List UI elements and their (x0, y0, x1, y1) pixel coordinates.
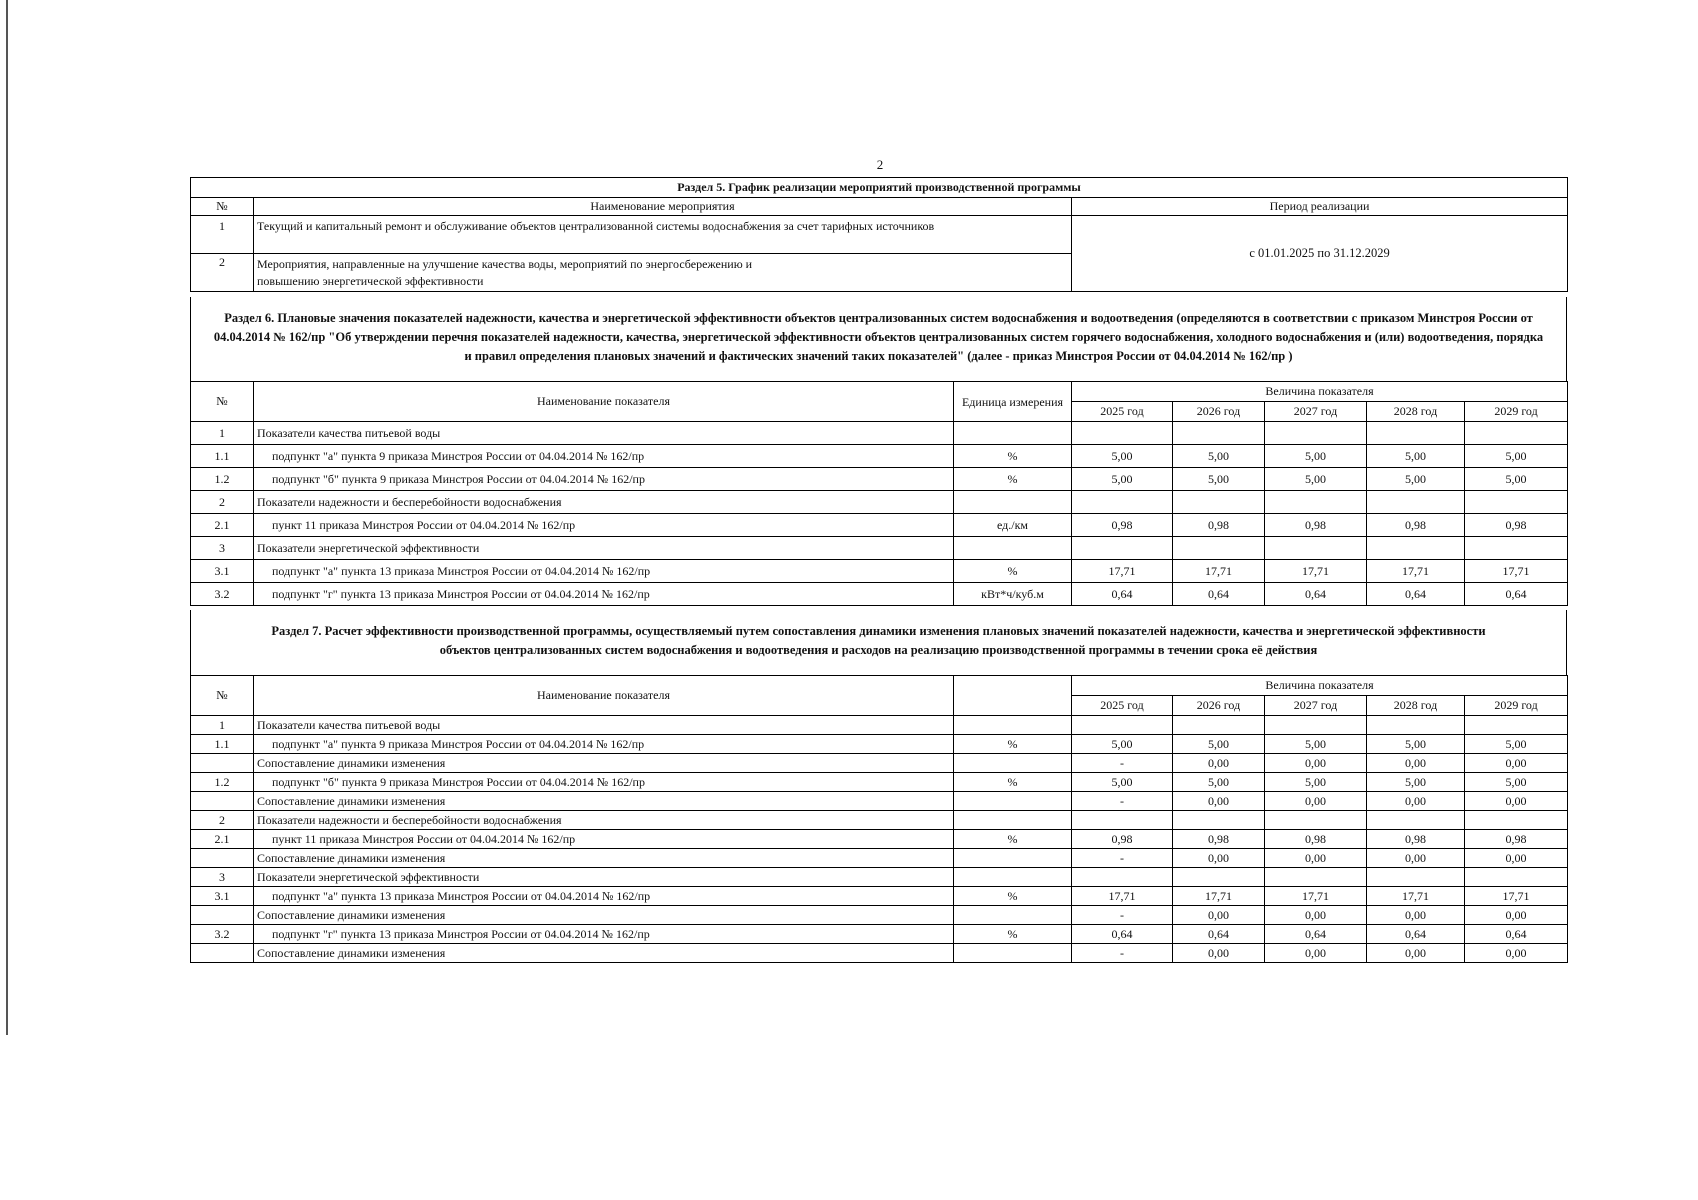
section7-col-name: Наименование показателя (254, 676, 954, 716)
row-value: 5,00 (1367, 773, 1465, 792)
row-name: подпункт "б" пункта 9 приказа Минстроя России от 04.04.2014 № 162/пр (254, 468, 954, 491)
row-value: 0,00 (1465, 906, 1568, 925)
section5-title: Раздел 5. График реализации мероприятий производственной программы (191, 178, 1568, 198)
row-name: Показатели качества питьевой воды (254, 716, 954, 735)
table-row (191, 925, 1568, 944)
row-value: 5,00 (1173, 773, 1265, 792)
section6-col-name: Наименование показателя (254, 382, 954, 422)
row-value: 0,64 (1173, 583, 1265, 606)
row-value (1367, 811, 1465, 830)
row-name: подпункт "а" пункта 13 приказа Минстроя России от 04.04.2014 № 162/пр (254, 560, 954, 583)
row-unit: % (954, 468, 1072, 491)
row-value: - (1072, 754, 1173, 773)
row-number: 2.1 (191, 830, 254, 849)
row-value: 0,98 (1173, 514, 1265, 537)
row-unit (954, 491, 1072, 514)
row-value: 5,00 (1465, 468, 1568, 491)
table-row (191, 811, 1568, 830)
row-value: - (1072, 849, 1173, 868)
row-number: 3.1 (191, 887, 254, 906)
row-name: Показатели энергетической эффективности (254, 868, 954, 887)
section6-col-no: № (191, 382, 254, 422)
row-value: 0,00 (1265, 906, 1367, 925)
row-unit: % (954, 925, 1072, 944)
row-name: подпункт "г" пункта 13 приказа Минстроя России от 04.04.2014 № 162/пр (254, 583, 954, 606)
row-value (1265, 537, 1367, 560)
row-name: Сопоставление динамики изменения (254, 754, 954, 773)
row-value: 5,00 (1367, 445, 1465, 468)
table-row (191, 491, 1568, 514)
row-value: 0,00 (1173, 906, 1265, 925)
row-value: 17,71 (1465, 887, 1568, 906)
row-value: 0,98 (1465, 830, 1568, 849)
section6-year-header: 2029 год (1465, 402, 1568, 422)
row-name: подпункт "б" пункта 9 приказа Минстроя России от 04.04.2014 № 162/пр (254, 773, 954, 792)
row-value: 5,00 (1367, 468, 1465, 491)
row-value: 0,00 (1265, 754, 1367, 773)
table-row (191, 792, 1568, 811)
table-row (191, 468, 1568, 491)
row-name: подпункт "г" пункта 13 приказа Минстроя России от 04.04.2014 № 162/пр (254, 925, 954, 944)
row-name: Сопоставление динамики изменения (254, 944, 954, 963)
row-value: 0,64 (1072, 583, 1173, 606)
row-number: 3 (191, 537, 254, 560)
table-row (191, 537, 1568, 560)
row-value: 0,98 (1367, 514, 1465, 537)
row-value: 17,71 (1367, 887, 1465, 906)
row-value: 0,00 (1265, 944, 1367, 963)
row-name: подпункт "а" пункта 9 приказа Минстроя России от 04.04.2014 № 162/пр (254, 735, 954, 754)
row-value (1465, 537, 1568, 560)
row-value (1367, 491, 1465, 514)
row-name: пункт 11 приказа Минстроя России от 04.04.2014 № 162/пр (254, 830, 954, 849)
section6-col-value: Величина показателя (1072, 382, 1568, 402)
row-unit: ед./км (954, 514, 1072, 537)
row-value (1367, 716, 1465, 735)
row-number (191, 906, 254, 925)
row-value: 17,71 (1072, 887, 1173, 906)
row-value (1465, 422, 1568, 445)
page-number: 2 (876, 157, 884, 172)
section5-row-no: 2 (191, 254, 254, 292)
table-row (191, 849, 1568, 868)
row-number (191, 792, 254, 811)
row-value: 5,00 (1173, 468, 1265, 491)
section5-col-name: Наименование мероприятия (254, 198, 1072, 216)
row-name: Показатели энергетической эффективности (254, 537, 954, 560)
row-number: 2.1 (191, 514, 254, 537)
row-value: 0,64 (1367, 925, 1465, 944)
section6-year-header: 2026 год (1173, 402, 1265, 422)
row-value: 0,00 (1367, 849, 1465, 868)
row-unit (954, 811, 1072, 830)
row-value: 5,00 (1072, 735, 1173, 754)
row-value: 0,64 (1173, 925, 1265, 944)
table-row (191, 560, 1568, 583)
section7-col-no: № (191, 676, 254, 716)
row-unit: % (954, 773, 1072, 792)
row-unit: % (954, 445, 1072, 468)
row-name: Сопоставление динамики изменения (254, 792, 954, 811)
row-value: 5,00 (1072, 773, 1173, 792)
table-row (191, 830, 1568, 849)
row-value (1173, 491, 1265, 514)
row-value (1072, 491, 1173, 514)
table-row (191, 773, 1568, 792)
row-value: 5,00 (1173, 735, 1265, 754)
row-value (1465, 716, 1568, 735)
row-value: 0,64 (1265, 925, 1367, 944)
row-value: 5,00 (1465, 735, 1568, 754)
row-value (1265, 811, 1367, 830)
row-name: Сопоставление динамики изменения (254, 906, 954, 925)
row-value: - (1072, 792, 1173, 811)
row-value: 0,64 (1072, 925, 1173, 944)
row-number (191, 849, 254, 868)
section5-row-name: Текущий и капитальный ремонт и обслуживание объектов централизованной системы водоснабжения за счет тарифных источников (254, 216, 1072, 254)
row-number: 1.2 (191, 468, 254, 491)
row-unit (954, 422, 1072, 445)
row-value: 0,98 (1265, 830, 1367, 849)
row-value: 5,00 (1173, 445, 1265, 468)
row-value (1367, 422, 1465, 445)
row-value: 17,71 (1465, 560, 1568, 583)
row-value: 0,64 (1367, 583, 1465, 606)
row-value: 5,00 (1465, 773, 1568, 792)
row-value (1072, 868, 1173, 887)
row-number: 1.2 (191, 773, 254, 792)
row-value: 0,00 (1465, 754, 1568, 773)
row-name: Показатели надежности и бесперебойности водоснабжения (254, 811, 954, 830)
row-value (1173, 537, 1265, 560)
row-value (1173, 716, 1265, 735)
row-value (1173, 868, 1265, 887)
row-value (1072, 716, 1173, 735)
row-value (1072, 811, 1173, 830)
row-value: 0,00 (1465, 849, 1568, 868)
row-value (1265, 716, 1367, 735)
row-value: 5,00 (1265, 773, 1367, 792)
row-value (1265, 422, 1367, 445)
row-value (1173, 422, 1265, 445)
row-value (1465, 811, 1568, 830)
row-value: 0,64 (1465, 583, 1568, 606)
table-row (191, 514, 1568, 537)
row-value (1265, 491, 1367, 514)
row-value: 0,00 (1465, 792, 1568, 811)
row-value: 17,71 (1072, 560, 1173, 583)
section7-heading-box (190, 610, 1567, 675)
row-value: 5,00 (1265, 735, 1367, 754)
table-row (191, 906, 1568, 925)
section7-title: Раздел 7. Расчет эффективности производственной программы, осуществляемый путем сопоставления динамики изменения плановых значений показателей надежности, качества и энергетической эффективности объектов централизованных систем водоснабжения и водоотведения и расходов на реализацию производственной программы в течении срока её действия (271, 624, 1486, 657)
section7-year-header: 2026 год (1173, 696, 1265, 716)
section6-year-header: 2025 год (1072, 402, 1173, 422)
row-value: 0,00 (1173, 849, 1265, 868)
row-number: 1.1 (191, 735, 254, 754)
row-unit: % (954, 830, 1072, 849)
table-row (191, 422, 1568, 445)
row-name: подпункт "а" пункта 13 приказа Минстроя России от 04.04.2014 № 162/пр (254, 887, 954, 906)
row-value: 0,64 (1265, 583, 1367, 606)
row-value: 5,00 (1265, 445, 1367, 468)
row-value (1367, 537, 1465, 560)
row-value: - (1072, 944, 1173, 963)
row-number: 1 (191, 716, 254, 735)
table-row (191, 716, 1568, 735)
row-value: - (1072, 906, 1173, 925)
row-value: 0,00 (1173, 754, 1265, 773)
row-value: 0,00 (1367, 792, 1465, 811)
table-row (191, 887, 1568, 906)
section6-table (190, 381, 1568, 606)
row-value (1173, 811, 1265, 830)
row-value: 5,00 (1072, 468, 1173, 491)
row-value: 0,64 (1465, 925, 1568, 944)
row-value (1465, 491, 1568, 514)
row-value: 5,00 (1265, 468, 1367, 491)
section7-col-value: Величина показателя (1072, 676, 1568, 696)
row-value: 0,00 (1173, 792, 1265, 811)
row-value (1072, 537, 1173, 560)
section5-col-no: № (191, 198, 254, 216)
row-value: 17,71 (1173, 887, 1265, 906)
section5-table (190, 177, 1568, 292)
row-unit: % (954, 887, 1072, 906)
row-name: Показатели надежности и бесперебойности водоснабжения (254, 491, 954, 514)
row-value: 0,00 (1367, 906, 1465, 925)
row-value: 0,98 (1072, 830, 1173, 849)
row-value (1265, 868, 1367, 887)
row-number: 1 (191, 422, 254, 445)
row-value: 17,71 (1265, 887, 1367, 906)
row-number (191, 944, 254, 963)
row-unit (954, 754, 1072, 773)
section6-heading-box (190, 297, 1567, 381)
row-value (1465, 868, 1568, 887)
section7-table (190, 675, 1568, 963)
row-value: 5,00 (1367, 735, 1465, 754)
row-number: 2 (191, 811, 254, 830)
row-value: 0,98 (1465, 514, 1568, 537)
row-unit (954, 716, 1072, 735)
row-value: 5,00 (1465, 445, 1568, 468)
row-value: 17,71 (1367, 560, 1465, 583)
row-number: 3.2 (191, 925, 254, 944)
row-value: 17,71 (1173, 560, 1265, 583)
table-row (191, 754, 1568, 773)
row-number: 3 (191, 868, 254, 887)
row-unit (954, 944, 1072, 963)
section6-title: Раздел 6. Плановые значения показателей надежности, качества и энергетической эффективности объектов централизованных систем водоснабжения и водоотведения (определяются в соответствии с приказом Минстроя России от 04.04.2014 № 162/пр "Об утверждении перечня показателей надежности, качества, энергетической эффективности объектов централизованных систем горячего водоснабжения, холодного водоснабжения и (или) водоотведения, порядка и правил определения плановых значений и фактических значений таких показателей" (далее - приказ Минстроя России от 04.04.2014 № 162/пр ) (213, 311, 1544, 363)
section6-year-header: 2027 год (1265, 402, 1367, 422)
row-value: 0,00 (1367, 754, 1465, 773)
section5-row-name: Мероприятия, направленные на улучшение качества воды, мероприятий по энергосбережению и повышению энергетической эффективности (254, 254, 1072, 292)
row-unit: % (954, 560, 1072, 583)
table-row (191, 583, 1568, 606)
table-row (191, 944, 1568, 963)
row-value (1367, 868, 1465, 887)
row-name: подпункт "а" пункта 9 приказа Минстроя России от 04.04.2014 № 162/пр (254, 445, 954, 468)
row-number (191, 754, 254, 773)
row-value (1072, 422, 1173, 445)
row-unit (954, 849, 1072, 868)
section6-col-unit: Единица измерения (954, 382, 1072, 422)
section7-year-header: 2025 год (1072, 696, 1173, 716)
row-name: Показатели качества питьевой воды (254, 422, 954, 445)
row-unit: кВт*ч/куб.м (954, 583, 1072, 606)
section5-col-period: Период реализации (1072, 198, 1568, 216)
section7-year-header: 2028 год (1367, 696, 1465, 716)
row-name: пункт 11 приказа Минстроя России от 04.04.2014 № 162/пр (254, 514, 954, 537)
row-value: 0,00 (1265, 792, 1367, 811)
row-number: 3.2 (191, 583, 254, 606)
row-unit (954, 792, 1072, 811)
row-unit (954, 537, 1072, 560)
row-value: 0,00 (1367, 944, 1465, 963)
row-value: 17,71 (1265, 560, 1367, 583)
row-value: 0,00 (1173, 944, 1265, 963)
section6-year-header: 2028 год (1367, 402, 1465, 422)
row-value: 0,98 (1265, 514, 1367, 537)
section5-row-no: 1 (191, 216, 254, 254)
row-unit (954, 906, 1072, 925)
table-row (191, 735, 1568, 754)
section7-col-unit (954, 676, 1072, 716)
row-number: 2 (191, 491, 254, 514)
row-value: 0,00 (1265, 849, 1367, 868)
section7-year-header: 2029 год (1465, 696, 1568, 716)
row-number: 1.1 (191, 445, 254, 468)
row-number: 3.1 (191, 560, 254, 583)
table-row (191, 445, 1568, 468)
row-unit: % (954, 735, 1072, 754)
row-value: 0,98 (1367, 830, 1465, 849)
scan-edge-line (6, 0, 8, 1035)
row-value: 5,00 (1072, 445, 1173, 468)
table-row (191, 868, 1568, 887)
section5-period: с 01.01.2025 по 31.12.2029 (1072, 216, 1568, 292)
row-value: 0,98 (1072, 514, 1173, 537)
row-unit (954, 868, 1072, 887)
row-value: 0,00 (1465, 944, 1568, 963)
section7-year-header: 2027 год (1265, 696, 1367, 716)
row-value: 0,98 (1173, 830, 1265, 849)
row-name: Сопоставление динамики изменения (254, 849, 954, 868)
